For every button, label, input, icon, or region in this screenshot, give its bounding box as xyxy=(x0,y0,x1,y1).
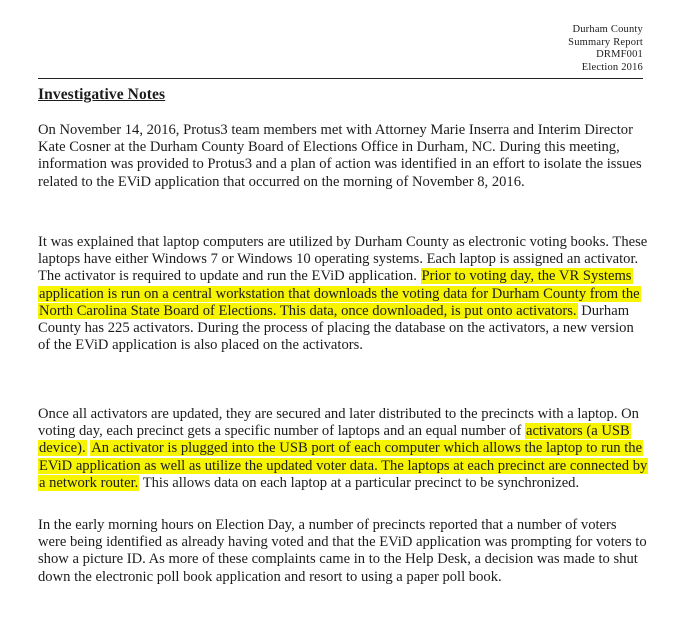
paragraph-meeting-text: On November 14, 2016, Protus3 team members met with Attorney Marie Inserra and Interim Director Kate Cosner at the Durham County Board of Elections Office in Durham, NC. During this meeting, information was provided to Protus3 and a plan of action was identified in an effort to isolate the issues related to the EViD application that occurred on the morning of November 8, 2016. xyxy=(38,122,642,190)
header-report-type: Summary Report xyxy=(568,36,643,48)
paragraph-laptops xyxy=(38,234,648,354)
paragraph-activators-text-a: Once all activators are updated, they are secured and later distributed to the precincts with a laptop. On voting day, each precinct gets a specific number of laptops and an equal number of xyxy=(38,406,639,440)
paragraph-election-day-text: In the early morning hours on Election Day, a number of precincts reported that a number of voters were being identified as already having voted and that the EViD application was prompting for voters to show a picture ID. As more of these complaints came in to the Help Desk, a decision was made to shut down the electronic poll book application and resort to using a paper poll book. xyxy=(38,517,647,585)
report-header xyxy=(568,24,643,74)
header-divider xyxy=(38,78,643,79)
paragraph-activators-text-b: This allows data on each laptop at a particular precinct to be synchronized. xyxy=(142,474,580,491)
section-title: Investigative Notes xyxy=(38,86,166,103)
header-county: Durham County xyxy=(572,24,643,35)
highlighted-text-usb-device: activators (a USB device). xyxy=(39,423,630,457)
paragraph-meeting xyxy=(38,122,648,191)
header-election: Election 2016 xyxy=(581,61,643,73)
highlighted-text-vr-systems: Prior to voting day, the VR Systems application is run on a central workstation that downloads the voting data for Durham County from the North Carolina State Board of Elections. This data, once downloaded, is put onto activators. xyxy=(39,268,640,319)
paragraph-activators xyxy=(38,406,648,492)
paragraph-laptops-text-a: It was explained that laptop computers are utilized by Durham County as electronic voting books. These laptops have either Windows 7 or Windows 10 operating systems. Each laptop is assigned an activator. The activator is required to update and run the EViD application. xyxy=(38,234,648,285)
highlighted-text-network-router: An activator is plugged into the USB port of each computer which allows the laptop to run the EViD application as well as utilize the updated voter data. The laptops at each precinct are connected by a network router. xyxy=(39,440,648,491)
paragraph-laptops-text-b: Durham County has 225 activators. During the process of placing the database on the activators, a new version of the EViD application is also placed on the activators. xyxy=(38,302,634,354)
header-doc-id: DRMF001 xyxy=(596,49,643,60)
paragraph-election-day xyxy=(38,517,648,586)
